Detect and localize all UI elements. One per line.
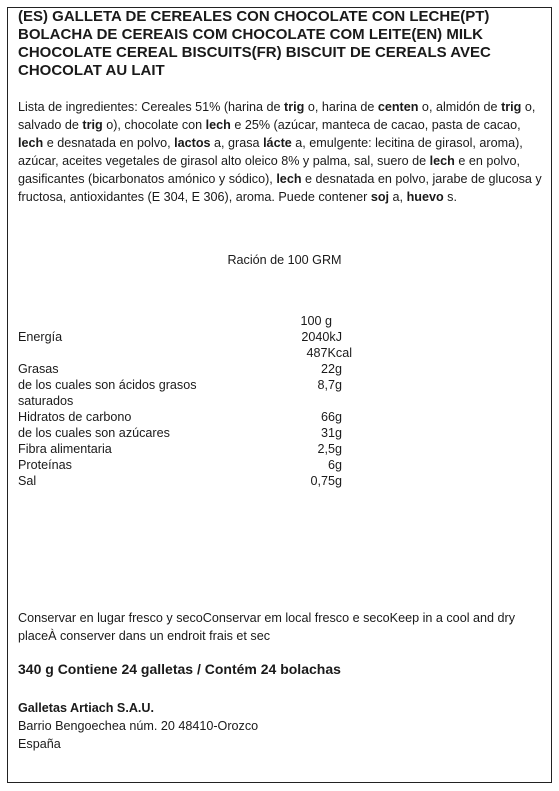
ingredient-text: Lista de ingredientes: Cereales 51% (harina de: [18, 100, 285, 114]
nutrient-value: 2040kJ: [301, 330, 342, 344]
nutrition-header-row: [18, 313, 378, 329]
nutrition-row: [18, 425, 378, 441]
nutrient-value: 487Kcal: [306, 346, 352, 360]
nutrition-row: [18, 457, 378, 473]
ingredient-text: e desnatada en polvo, jarabe de glucosa y fructosa, antioxidantes (E 304, E 306), aroma. Puede contener: [18, 172, 542, 204]
allergen-fragment: lech: [276, 172, 302, 186]
nutrition-row: [18, 377, 378, 409]
nutrition-row: [18, 441, 378, 457]
allergen-fragment: trig: [82, 118, 103, 132]
allergen-fragment: centen: [377, 100, 419, 114]
ingredient-text: a,: [389, 190, 407, 204]
ingredient-text: o), chocolate con: [102, 118, 206, 132]
allergen-fragment: lech: [429, 154, 455, 168]
allergen-fragment: trig: [284, 100, 305, 114]
nutrition-row: [18, 361, 378, 377]
company-country: España: [18, 737, 61, 751]
nutrition-rows: [18, 329, 378, 489]
nutrition-table: [18, 313, 378, 489]
nutrient-value: 22g: [320, 362, 342, 376]
ingredient-text: e 25% (azúcar, manteca de cacao, pasta de cacao,: [230, 118, 521, 132]
allergen-fragment: lech: [18, 136, 44, 150]
ingredient-text: o, salvado de: [18, 100, 536, 132]
nutrient-name: de los cuales son azúcares: [18, 426, 170, 440]
nutrient-name: Hidratos de carbono: [18, 410, 132, 424]
ingredient-text: a, grasa: [210, 136, 264, 150]
allergen-fragment: huevo: [406, 190, 444, 204]
nutrient-value: 66g: [320, 410, 342, 424]
nutrient-name: de los cuales son ácidos grasos saturados: [18, 378, 197, 408]
nutrient-value: 6g: [327, 458, 342, 472]
nutrient-name: Grasas: [18, 362, 59, 376]
nutrient-name: Proteínas: [18, 458, 72, 472]
company-info: [18, 699, 258, 753]
nutrient-value: 8,7g: [317, 378, 342, 392]
nutrient-value: 2,5g: [317, 442, 342, 456]
company-address: Barrio Bengoechea núm. 20 48410-Orozco: [18, 719, 259, 733]
ingredient-text: o, almidón de: [418, 100, 502, 114]
ingredient-text: s.: [443, 190, 457, 204]
product-title: (ES) GALLETA DE CEREALES CON CHOCOLATE CON LECHE(PT) BOLACHA DE CEREAIS COM CHOCOLATE COM LEITE(EN) MILK CHOCOLATE CEREAL BISCUITS(FR) BISCUIT DE CEREALS AVEC CHOCOLAT AU LAIT: [18, 8, 491, 79]
ingredient-text: e en polvo, gasificantes (bicarbonatos amónico y sódico),: [18, 154, 520, 186]
storage-instructions: Conservar en lugar fresco y secoConservar em local fresco e secoKeep in a cool and dry placeÀ conserver dans un endroit frais et sec: [18, 611, 515, 643]
nutrient-name: Energía: [18, 330, 63, 344]
nutrition-header-value: 100 g: [300, 314, 332, 328]
allergen-fragment: lácte: [263, 136, 292, 150]
allergen-fragment: lech: [205, 118, 231, 132]
nutrient-name: Fibra alimentaria: [18, 442, 112, 456]
ingredient-text: e desnatada en polvo,: [43, 136, 175, 150]
company-name: Galletas Artiach S.A.U.: [18, 701, 155, 715]
nutrient-name: [18, 345, 268, 361]
portion-label: Ración de 100 GRM: [227, 253, 342, 267]
nutrition-row: [18, 329, 378, 345]
net-quantity: 340 g Contiene 24 galletas / Contém 24 bolachas: [18, 661, 341, 677]
ingredient-text: a, emulgente: lecitina de girasol, aroma), azúcar, aceites vegetales de girasol alto oleico 8% y palma, sal, suero de: [18, 136, 523, 168]
nutrition-row: [18, 345, 378, 361]
ingredients-list: [18, 98, 546, 206]
allergen-fragment: trig: [501, 100, 522, 114]
nutrition-row: [18, 473, 378, 489]
nutrition-row: [18, 409, 378, 425]
nutrient-name: Sal: [18, 474, 37, 488]
ingredient-text: o, harina de: [304, 100, 378, 114]
nutrient-value: 31g: [320, 426, 342, 440]
allergen-fragment: lactos: [174, 136, 211, 150]
nutrient-value: 0,75g: [310, 474, 342, 488]
allergen-fragment: soj: [370, 190, 390, 204]
